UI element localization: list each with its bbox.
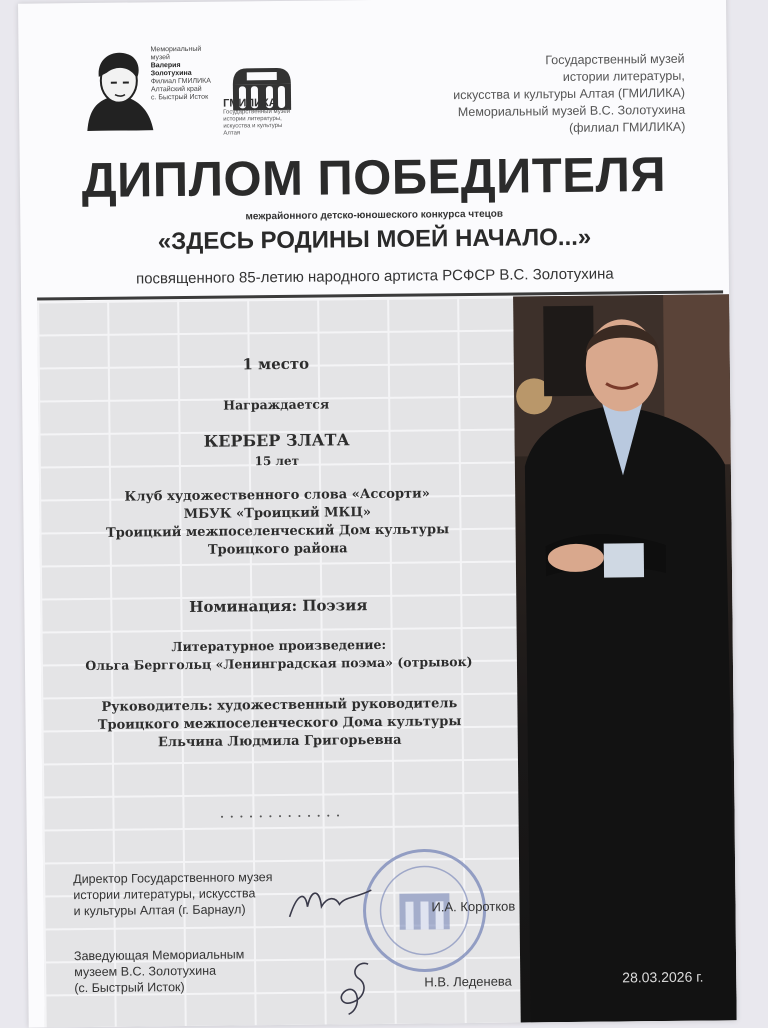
memorial-logo-line: с. Быстрый Исток: [150, 93, 209, 102]
leader-info: [41, 695, 518, 754]
director-line: истории литературы, искусства: [73, 886, 256, 903]
museum-header-line: истории литературы,: [562, 68, 685, 85]
memorial-logo-text: [150, 45, 231, 102]
museum-header-line: искусства и культуры Алтая (ГМИЛИКА): [453, 85, 686, 103]
man-in-suit-image: [513, 294, 737, 1022]
director-signature: [285, 882, 375, 923]
issue-date: 28.03.2026 г.: [622, 968, 704, 986]
memorial-logo-line: Мемориальный: [150, 45, 202, 54]
museum-header-line: Государственный музей: [545, 51, 685, 68]
memorial-logo-line: музей: [150, 54, 170, 62]
contest-name: «ЗДЕСЬ РОДИНЫ МОЕЙ НАЧАЛО...»: [157, 223, 592, 256]
zolotukhin-portrait-logo: [76, 46, 159, 131]
recipient-name: КЕРБЕР ЗЛАТА: [203, 430, 350, 451]
memorial-logo-line: Золотухина: [150, 69, 192, 78]
head-line: музеем В.С. Золотухина: [74, 963, 217, 980]
head-name: Н.В. Леденева: [424, 973, 512, 990]
memorial-logo-line: Валерия: [150, 62, 181, 70]
work-line: Ольга Берггольц «Ленинградская поэма» (отрывок): [85, 653, 473, 674]
director-line: Директор Государственного музея: [73, 870, 273, 887]
faded-dots-line: . . . . . . . . . . . . .: [220, 806, 341, 821]
contest-type: межрайонного детско-юношеского конкурса чтецов: [245, 208, 504, 223]
portrait-photo: [513, 294, 737, 1022]
head-line: (с. Быстрый Исток): [74, 980, 185, 996]
memorial-logo-line: Филиал ГМИЛИКА: [150, 77, 211, 86]
diploma-title: ДИПЛОМ ПОБЕДИТЕЛЯ: [81, 147, 667, 209]
nomination: Номинация: Поэзия: [189, 596, 368, 616]
contest-dedication: посвященного 85-летию народного артиста РСФСР В.С. Золотухина: [135, 265, 614, 288]
gmilika-logo-caption: ГМИЛИКА: [223, 97, 277, 110]
diploma-sheet: [18, 0, 737, 1028]
head-title: [74, 946, 245, 996]
awarded-label: Награждается: [223, 396, 330, 413]
leader-line: Ельчина Людмила Григорьевна: [157, 732, 402, 751]
organization-line: Троицкого района: [207, 541, 348, 558]
director-title: [73, 869, 273, 919]
organization-line: Клуб художественного слова «Ассорти»: [124, 486, 430, 505]
organization-line: МБУК «Троицкий МКЦ»: [183, 505, 372, 522]
organization-line: Троицкий межпоселенческий Дом культуры: [105, 522, 450, 541]
museum-header-line: Мемориальный музей В.С. Золотухина: [457, 102, 686, 120]
leader-line: Троицкого межпоселенческого Дома культуры: [97, 714, 462, 733]
head-line: Заведующая Мемориальным: [73, 947, 245, 964]
memorial-logo-line: Алтайский край: [150, 85, 202, 94]
director-line: и культуры Алтая (г. Барнаул): [73, 902, 246, 919]
recipient-organization: [39, 485, 516, 562]
museum-header-text: [453, 51, 686, 138]
director-name: И.А. Коротков: [431, 898, 516, 915]
recipient-age: 15 лет: [254, 453, 300, 469]
place-award: 1 место: [242, 354, 310, 374]
literary-work: [41, 635, 517, 676]
gmilika-logo-subtitle: Государственный музей истории литературы, искусства и культуры Алтая: [223, 108, 291, 137]
head-signature: [328, 958, 389, 1019]
museum-header-line: (филиал ГМИЛИКА): [568, 119, 686, 135]
leader-line: Руководитель: художественный руководитель: [101, 696, 458, 715]
work-line: Литературное произведение:: [171, 636, 387, 655]
